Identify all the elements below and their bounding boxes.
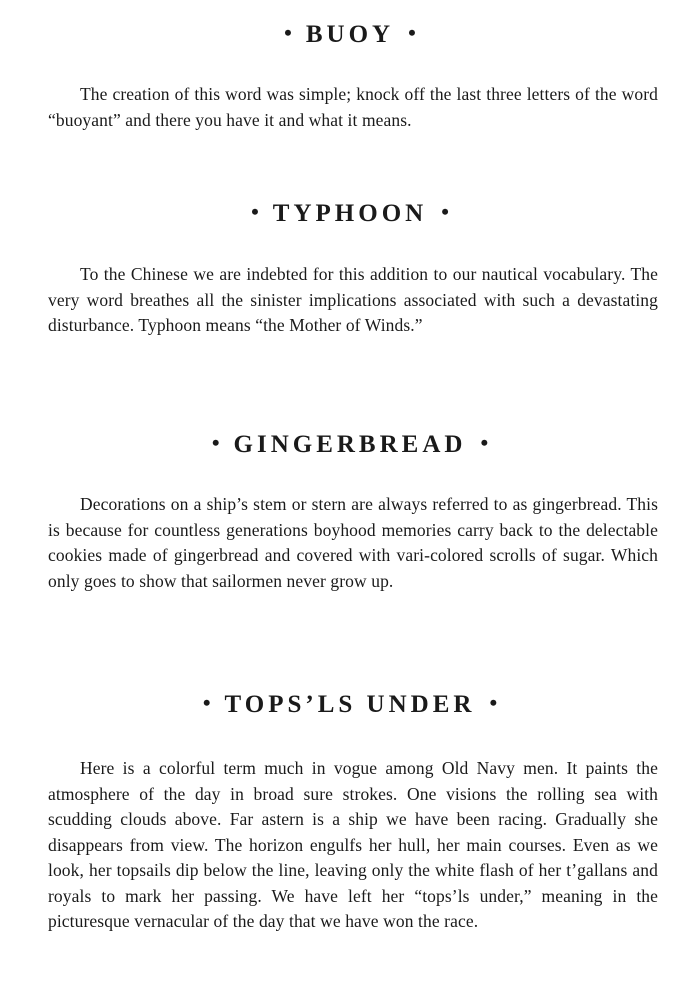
bullet-ornament: • xyxy=(251,199,259,224)
bullet-ornament: • xyxy=(408,20,416,45)
bullet-ornament: • xyxy=(211,430,220,455)
entry-heading-buoy xyxy=(0,20,700,50)
entry-title xyxy=(0,199,700,229)
entry-heading-typhoon xyxy=(0,199,700,229)
entry-heading-gingerbread xyxy=(0,430,700,460)
bullet-ornament: • xyxy=(202,690,211,715)
entry-body-topsls-under xyxy=(48,756,658,935)
entry-title xyxy=(0,690,700,720)
entry-title xyxy=(0,20,700,50)
bullet-ornament: • xyxy=(489,690,498,715)
entry-title-text: GINGERBREAD xyxy=(233,431,467,458)
bullet-ornament: • xyxy=(441,199,449,224)
entry-paragraph: Here is a colorful term much in vogue among Old Navy men. It paints the atmosphere of the day in broad sure strokes. One visions the rolling sea with scudding clouds above. Far astern is a ship we have been racing. Gradually she disappears from view. The horizon engulfs her hull, her main courses. Even as we look, her topsails dip below the line, leaving only the white flash of her t’gallans and royals to mark her passing. We have left her “tops’ls under,” meaning in the picturesque vernacular of the day that we have won the race. xyxy=(48,758,658,931)
bullet-ornament: • xyxy=(480,430,489,455)
entry-paragraph: To the Chinese we are indebted for this addition to our nautical vocabulary. The very word breathes all the sinister implications associated with such a devastating disturbance. Typhoon means “the Mother of Winds.” xyxy=(48,264,658,335)
entry-title xyxy=(0,430,700,460)
bullet-ornament: • xyxy=(284,20,292,45)
entry-title-text: BUOY xyxy=(305,21,395,48)
entry-paragraph: Decorations on a ship’s stem or stern are always referred to as gingerbread. This is because for countless generations boyhood memories carry back to the delectable cookies made of gingerbread and covered with vari-colored scrolls of sugar. Which only goes to show that sailormen never grow up. xyxy=(48,494,658,591)
entry-body-buoy xyxy=(48,82,658,133)
entry-heading-topsls-under xyxy=(0,690,700,720)
entry-body-gingerbread xyxy=(48,492,658,594)
entry-title-text: TYPHOON xyxy=(272,200,428,227)
entry-body-typhoon xyxy=(48,262,658,339)
entry-title-text: TOPS’LS UNDER xyxy=(224,691,476,718)
entry-paragraph: The creation of this word was simple; knock off the last three letters of the word “buoyant” and there you have it and what it means. xyxy=(48,84,658,130)
